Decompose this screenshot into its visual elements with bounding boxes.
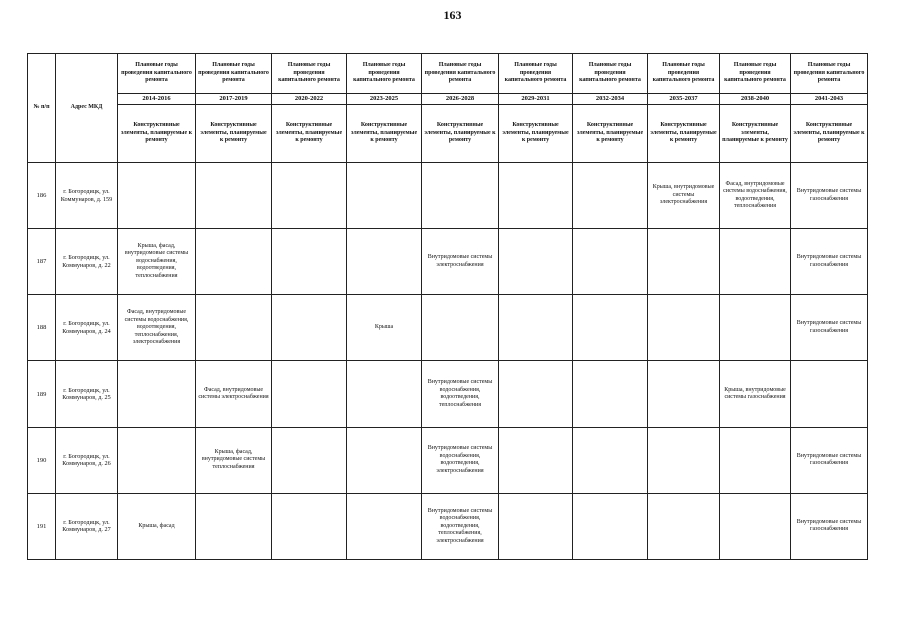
row-address: г. Богородицк, ул. Коммунаров, д. 25	[56, 361, 118, 427]
header-period: 2026-2028	[422, 94, 499, 105]
header-planned-years: Плановые годы проведения капитального ремонта	[648, 54, 720, 94]
header-period: 2041-2043	[791, 94, 868, 105]
repair-elements-cell	[720, 229, 791, 295]
repair-elements-cell: Внутридомовые системы водоснабжения, водоотведения, теплоснабжения, электроснабжения	[422, 493, 499, 559]
table-row	[28, 493, 868, 559]
row-number: 189	[28, 361, 56, 427]
header-period: 2020-2022	[272, 94, 347, 105]
repair-elements-cell	[272, 493, 347, 559]
repair-elements-cell: Внутридомовые системы газоснабжения	[791, 427, 868, 493]
table-row	[28, 229, 868, 295]
repair-elements-cell: Крыша, фасад, внутридомовые системы теплоснабжения	[196, 427, 272, 493]
repair-elements-cell	[648, 295, 720, 361]
table-row	[28, 361, 868, 427]
repair-elements-cell: Внутридомовые системы электроснабжения	[422, 229, 499, 295]
table-header	[28, 54, 868, 163]
repair-elements-cell	[272, 163, 347, 229]
repair-elements-cell	[272, 295, 347, 361]
header-elements: Конструктивные элементы, планируемые к ремонту	[347, 105, 422, 163]
header-elements: Конструктивные элементы, планируемые к ремонту	[196, 105, 272, 163]
repair-elements-cell	[499, 427, 573, 493]
repair-elements-cell	[791, 361, 868, 427]
repair-elements-cell	[573, 493, 648, 559]
header-planned-years: Плановые годы проведения капитального ремонта	[422, 54, 499, 94]
repair-elements-cell	[573, 163, 648, 229]
row-address: г. Богородицк, ул. Коммунаров, д. 24	[56, 295, 118, 361]
header-elements: Конструктивные элементы, планируемые к ремонту	[648, 105, 720, 163]
repair-elements-cell	[648, 361, 720, 427]
repair-elements-cell	[196, 163, 272, 229]
repair-elements-cell	[347, 163, 422, 229]
repair-elements-cell	[720, 295, 791, 361]
header-period: 2038-2040	[720, 94, 791, 105]
repair-elements-cell	[573, 295, 648, 361]
repair-elements-cell	[573, 427, 648, 493]
row-number: 188	[28, 295, 56, 361]
repair-elements-cell: Внутридомовые системы водоснабжения, водоотведения, теплоснабжения	[422, 361, 499, 427]
repair-elements-cell	[196, 295, 272, 361]
header-elements: Конструктивные элементы, планируемые к ремонту	[791, 105, 868, 163]
repair-elements-cell	[347, 361, 422, 427]
repair-elements-cell: Фасад, внутридомовые системы водоснабжения, водоотведения, теплоснабжения, электроснабжения	[118, 295, 196, 361]
header-period: 2032-2034	[573, 94, 648, 105]
repair-elements-cell	[499, 163, 573, 229]
repair-elements-cell	[118, 427, 196, 493]
header-elements: Конструктивные элементы, планируемые к ремонту	[118, 105, 196, 163]
repair-elements-cell: Внутридомовые системы газоснабжения	[791, 493, 868, 559]
repair-elements-cell	[118, 361, 196, 427]
repair-elements-cell	[648, 427, 720, 493]
header-period: 2014-2016	[118, 94, 196, 105]
repair-elements-cell	[422, 163, 499, 229]
header-elements: Конструктивные элементы, планируемые к ремонту	[573, 105, 648, 163]
header-period: 2029-2031	[499, 94, 573, 105]
repair-elements-cell	[272, 229, 347, 295]
header-elements: Конструктивные элементы, планируемые к ремонту	[720, 105, 791, 163]
repair-elements-cell	[196, 229, 272, 295]
repair-elements-cell: Крыша, внутридомовые системы газоснабжения	[720, 361, 791, 427]
repair-elements-cell: Внутридомовые системы водоснабжения, водоотведения, электроснабжения	[422, 427, 499, 493]
repair-elements-cell	[573, 361, 648, 427]
row-number: 191	[28, 493, 56, 559]
repair-elements-cell	[272, 361, 347, 427]
header-elements: Конструктивные элементы, планируемые к ремонту	[422, 105, 499, 163]
header-planned-years: Плановые годы проведения капитального ремонта	[118, 54, 196, 94]
header-period: 2017-2019	[196, 94, 272, 105]
table-row	[28, 295, 868, 361]
header-period: 2023-2025	[347, 94, 422, 105]
repair-elements-cell	[573, 229, 648, 295]
capital-repair-table	[27, 53, 868, 560]
header-planned-years: Плановые годы проведения капитального ремонта	[720, 54, 791, 94]
repair-elements-cell	[499, 493, 573, 559]
repair-elements-cell	[648, 229, 720, 295]
repair-elements-cell: Фасад, внутридомовые системы водоснабжения, водоотведения, теплоснабжения	[720, 163, 791, 229]
table-row	[28, 427, 868, 493]
header-planned-years: Плановые годы проведения капитального ремонта	[573, 54, 648, 94]
repair-elements-cell	[720, 493, 791, 559]
header-planned-years: Плановые годы проведения капитального ремонта	[791, 54, 868, 94]
row-address: г. Богородицк, ул. Коммунаров, д. 159	[56, 163, 118, 229]
header-elements: Конструктивные элементы, планируемые к ремонту	[499, 105, 573, 163]
header-elements: Конструктивные элементы, планируемые к ремонту	[272, 105, 347, 163]
header-period: 2035-2037	[648, 94, 720, 105]
repair-elements-cell	[347, 493, 422, 559]
table-body	[28, 163, 868, 560]
repair-elements-cell: Фасад, внутридомовые системы электроснабжения	[196, 361, 272, 427]
header-planned-years: Плановые годы проведения капитального ремонта	[347, 54, 422, 94]
row-number: 186	[28, 163, 56, 229]
header-num: № п/п	[28, 54, 56, 163]
repair-elements-cell	[499, 295, 573, 361]
header-address: Адрес МКД	[56, 54, 118, 163]
table-row	[28, 163, 868, 229]
repair-elements-cell	[499, 229, 573, 295]
repair-elements-cell: Крыша, фасад, внутридомовые системы водоснабжения, водоотведения, теплоснабжения	[118, 229, 196, 295]
repair-elements-cell: Крыша, внутридомовые системы электроснабжения	[648, 163, 720, 229]
row-address: г. Богородицк, ул. Коммунаров, д. 27	[56, 493, 118, 559]
repair-elements-cell: Внутридомовые системы газоснабжения	[791, 163, 868, 229]
repair-elements-cell	[272, 427, 347, 493]
repair-elements-cell	[499, 361, 573, 427]
repair-elements-cell: Внутридомовые системы газоснабжения	[791, 295, 868, 361]
header-planned-years: Плановые годы проведения капитального ремонта	[272, 54, 347, 94]
row-address: г. Богородицк, ул. Коммунаров, д. 22	[56, 229, 118, 295]
header-planned-years: Плановые годы проведения капитального ремонта	[499, 54, 573, 94]
page-number: 163	[443, 8, 462, 22]
repair-elements-cell: Крыша, фасад	[118, 493, 196, 559]
row-number: 187	[28, 229, 56, 295]
repair-elements-cell	[196, 493, 272, 559]
repair-elements-cell: Внутридомовые системы газоснабжения	[791, 229, 868, 295]
repair-elements-cell	[347, 427, 422, 493]
repair-elements-cell	[648, 493, 720, 559]
repair-elements-cell	[347, 229, 422, 295]
header-planned-years: Плановые годы проведения капитального ремонта	[196, 54, 272, 94]
repair-elements-cell	[118, 163, 196, 229]
repair-elements-cell: Крыша	[347, 295, 422, 361]
row-number: 190	[28, 427, 56, 493]
repair-elements-cell	[720, 427, 791, 493]
repair-elements-cell	[422, 295, 499, 361]
row-address: г. Богородицк, ул. Коммунаров, д. 26	[56, 427, 118, 493]
